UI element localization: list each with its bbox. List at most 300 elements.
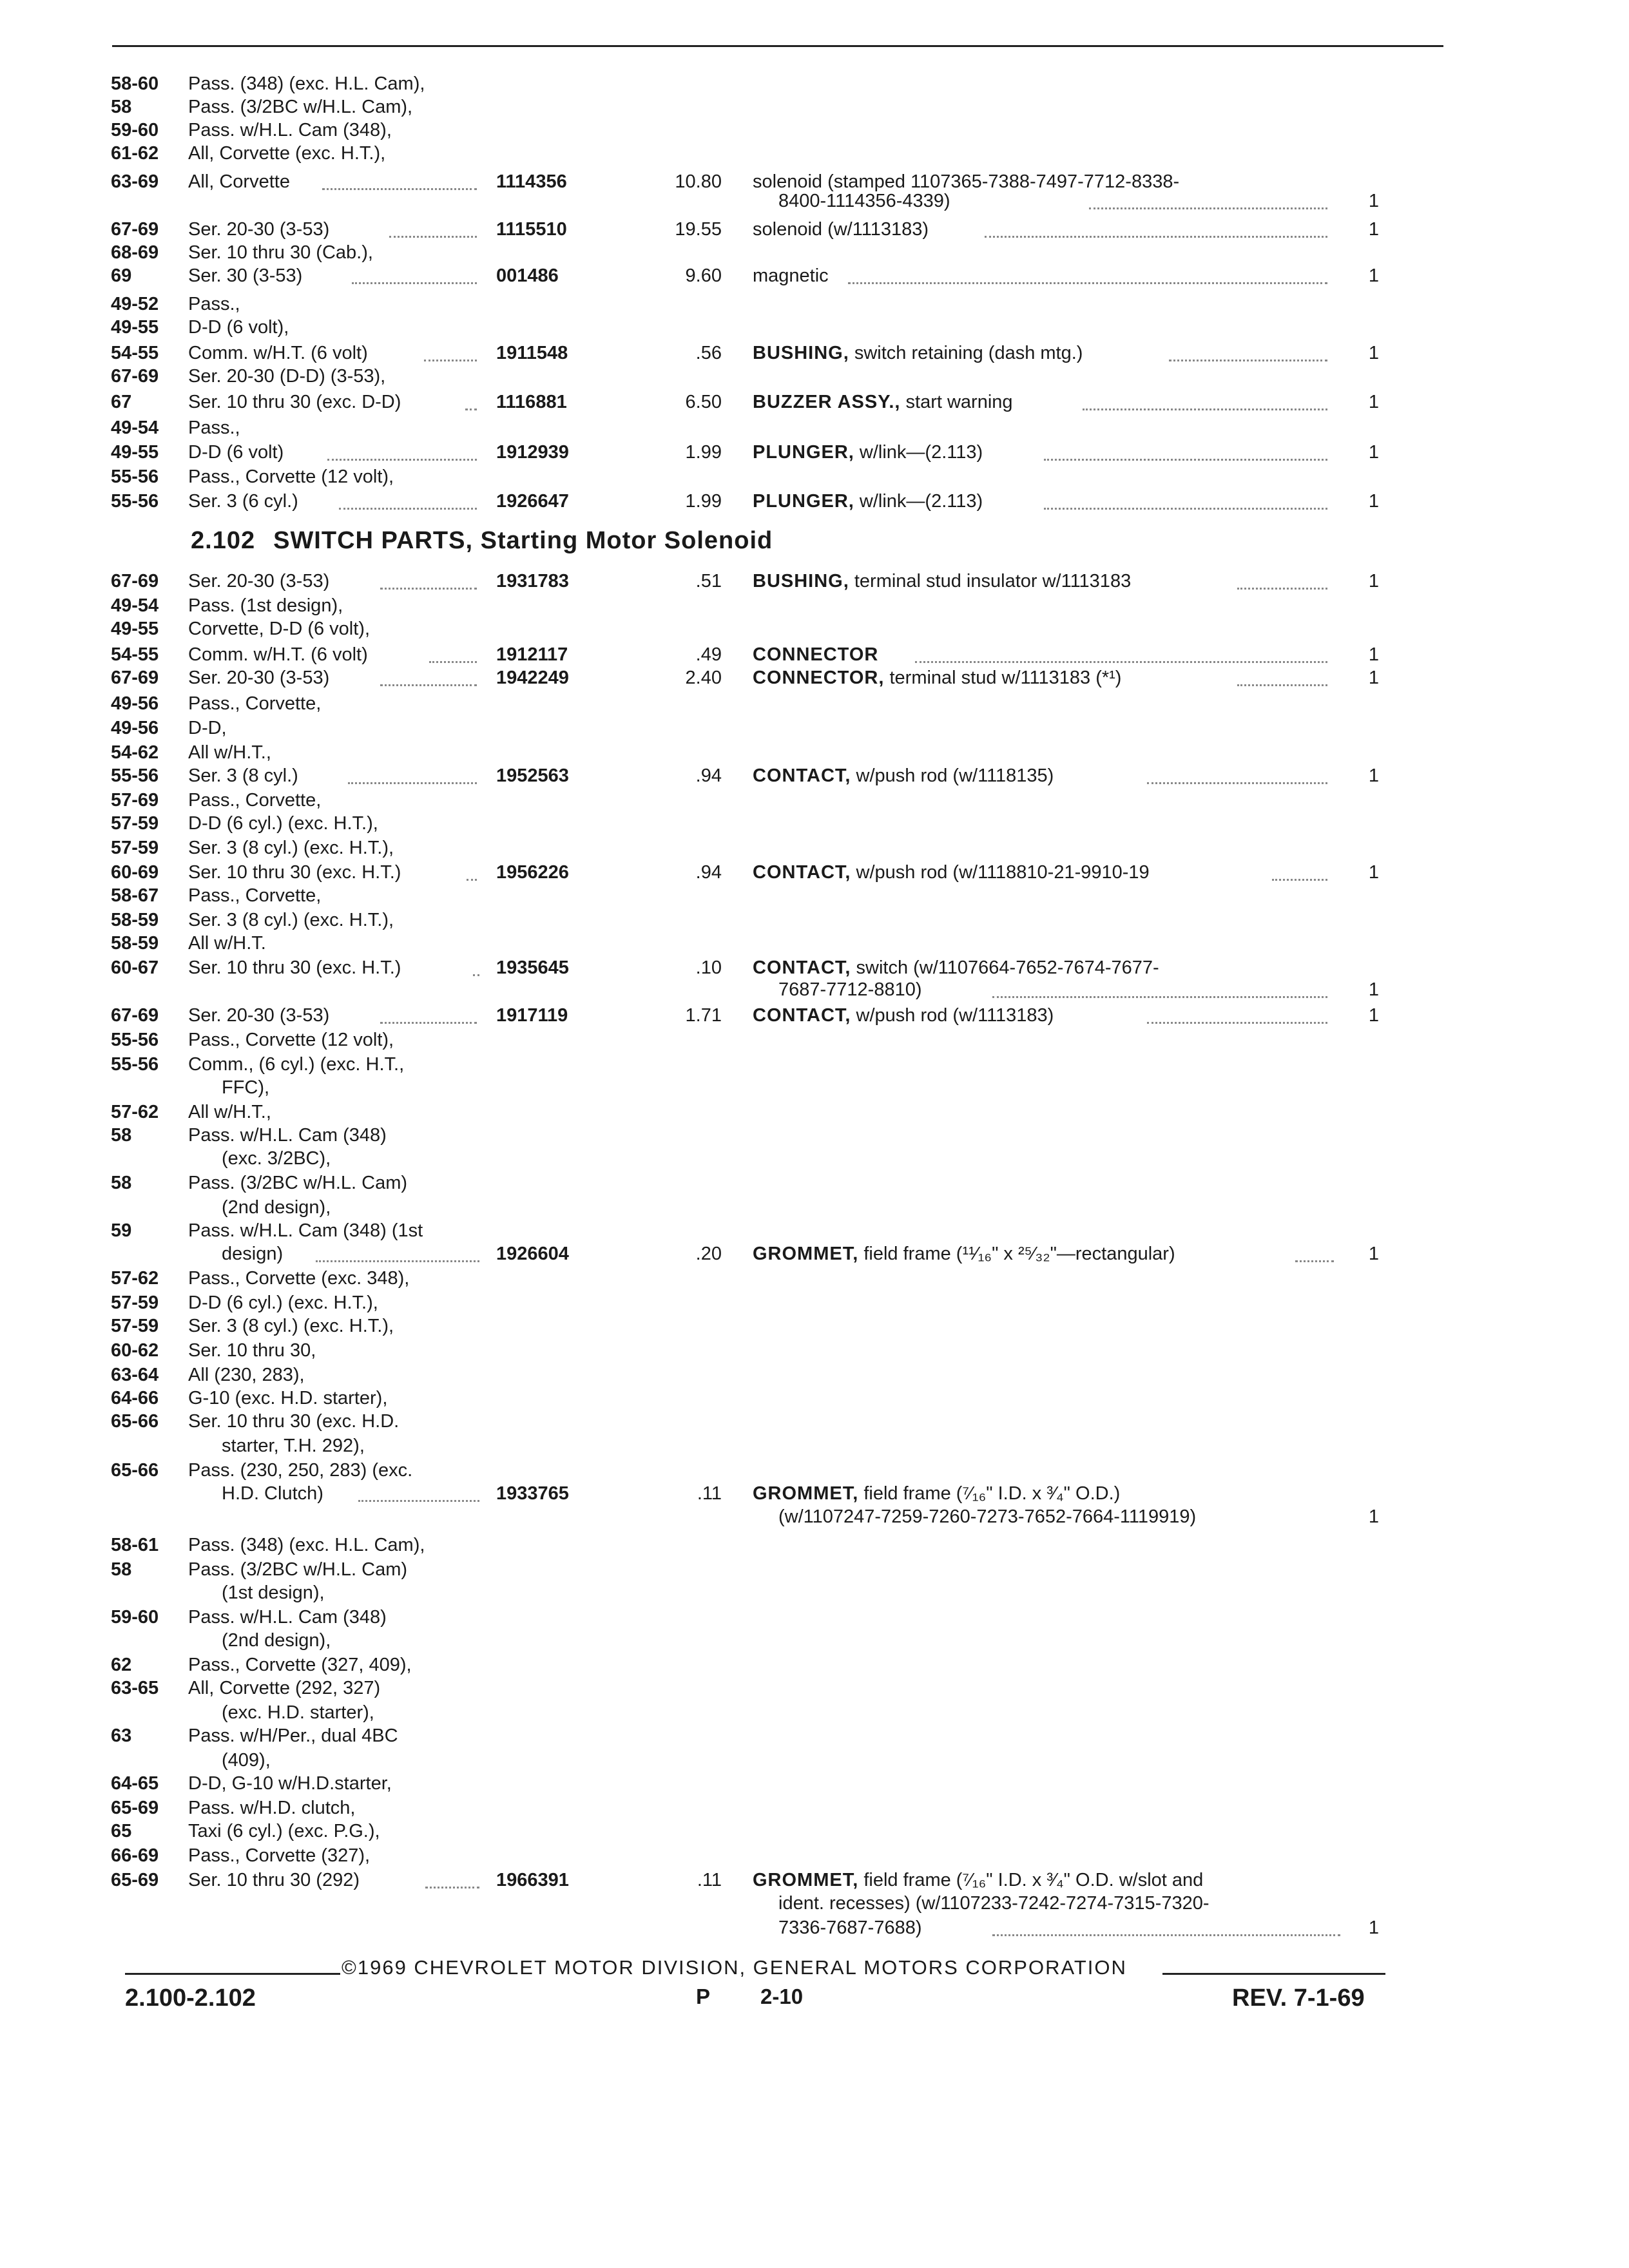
footer-copyright-line [0,1956,1629,1982]
quantity: 1 [1368,862,1379,883]
part-description [753,666,1121,689]
application: D-D (6 volt), [188,317,289,338]
application: Pass. w/H.L. Cam (348) (1st [188,1220,423,1241]
list-item [0,1100,1629,1124]
model-years: 65-66 [111,1411,159,1432]
part-description [753,570,1131,593]
model-years: 67-69 [111,668,159,688]
leader-dots [327,436,477,461]
list-item [0,1291,1629,1314]
model-years: 57-62 [111,1268,159,1289]
leader-dots [1169,336,1327,361]
model-years: 65-69 [111,1870,159,1890]
leader-dots [1044,485,1327,510]
application: Taxi (6 cyl.) (exc. P.G.), [188,1821,380,1841]
application: All, Corvette (292, 327) [188,1678,381,1698]
leader-dots [992,1911,1340,1936]
application: Ser. 3 (8 cyl.) (exc. H.T.), [188,838,394,858]
quantity: 1 [1368,979,1379,1000]
application-continued: (exc. 3/2BC), [222,1148,331,1169]
part-number: 1956226 [496,862,569,883]
list-item [0,1053,1629,1076]
description-text: w/link—(2.113) [859,442,983,463]
description-text: start warning [905,392,1013,412]
footer-revision: REV. 7-1-69 [1232,1984,1365,2012]
part-description [753,490,983,513]
list-item [0,836,1629,860]
part-description [753,764,1054,787]
price: .20 [695,1244,722,1264]
model-years: 67-69 [111,571,159,591]
model-years: 60-62 [111,1340,159,1361]
part-name: GROMMET, [753,1483,859,1504]
part-number: 1952563 [496,765,569,786]
quantity: 1 [1368,265,1379,286]
description-text: switch retaining (dash mtg.) [854,343,1083,363]
list-item [0,1796,1629,1820]
model-years: 65-66 [111,1460,159,1481]
application: Pass. (3/2BC w/H.L. Cam), [188,97,413,117]
leader-dots [1083,385,1327,410]
part-description [753,390,1013,414]
description-continued: 7336-7687-7688) [778,1917,922,1938]
leader-dots [467,856,477,881]
list-item [0,1749,1629,1772]
quantity: 1 [1368,668,1379,688]
quantity: 1 [1368,343,1379,363]
model-years: 65-69 [111,1798,159,1818]
model-years: 49-55 [111,442,159,463]
list-item [0,908,1629,932]
model-years: 67-69 [111,219,159,240]
part-description [753,643,878,666]
leader-dots [985,213,1327,238]
part-name: CONTACT, [753,862,851,883]
application: Pass., Corvette (327), [188,1845,371,1866]
model-years: 54-55 [111,644,159,665]
model-years: 59-60 [111,120,159,140]
model-years: 58 [111,1173,132,1193]
price: .49 [695,644,722,665]
leader-dots [380,999,477,1024]
list-item [0,812,1629,835]
leader-dots [352,259,477,284]
section-title [191,527,791,555]
model-years: 64-65 [111,1773,159,1794]
quantity: 1 [1368,765,1379,786]
part-description [753,861,1150,884]
quantity: 1 [1368,392,1379,412]
leader-dots [380,661,477,686]
list-item [0,1219,1629,1242]
leader-dots [322,165,477,190]
part-number: 1917119 [496,1005,568,1026]
price: 9.60 [685,265,722,286]
application: Ser. 10 thru 30, [188,1340,316,1361]
part-number: 1942249 [496,668,569,688]
list-item [0,861,1629,884]
leader-dots [1295,1237,1334,1262]
model-years: 69 [111,265,132,286]
price: .51 [695,571,722,591]
description-text: switch (w/1107664-7652-7674-7677- [856,957,1159,978]
part-number: 1115510 [496,219,567,240]
description-text: w/push rod (w/1118810-21-9910-19 [856,862,1150,883]
description-text: solenoid (w/1113183) [753,219,929,240]
description-text: magnetic [753,265,829,286]
list-item [0,441,1629,464]
application: Comm. w/H.T. (6 volt) [188,343,368,363]
top-rule [112,45,1443,47]
leader-dots [915,638,1327,663]
list-item [0,1387,1629,1410]
list-item [0,1410,1629,1433]
model-years: 58-59 [111,910,159,930]
application: Pass. (1st design), [188,595,343,616]
model-years: 49-55 [111,317,159,338]
model-years: 58-60 [111,73,159,94]
price: .56 [695,343,722,363]
model-years: 57-59 [111,1293,159,1313]
application: Ser. 10 thru 30 (292) [188,1870,360,1890]
model-years: 54-62 [111,742,159,763]
list-item [0,1677,1629,1700]
list-item [0,978,1629,1001]
footer-page-number: 2-10 [760,1984,804,2008]
list-item [0,1363,1629,1387]
footer-rule-right [1162,1973,1385,1975]
description-text: w/link—(2.113) [859,491,983,512]
list-item [0,1892,1629,1915]
application: Pass., Corvette, [188,790,322,811]
model-years: 62 [111,1655,132,1675]
leader-dots [848,259,1327,284]
application: Ser. 20-30 (3-53) [188,571,330,591]
model-years: 60-69 [111,862,159,883]
list-item [0,1724,1629,1747]
model-years: 55-56 [111,466,159,487]
quantity: 1 [1368,644,1379,665]
application: Pass., Corvette (12 volt), [188,1030,394,1050]
model-years: 54-55 [111,343,159,363]
description-continued: ident. recesses) (w/1107233-7242-7274-7315-7320- [778,1893,1210,1914]
model-years: 55-56 [111,765,159,786]
model-years: 67-69 [111,1005,159,1026]
application: Pass., Corvette (327, 409), [188,1655,412,1675]
list-item [0,1844,1629,1867]
application: Ser. 10 thru 30 (exc. D-D) [188,392,401,412]
description-text: w/push rod (w/1118135) [856,765,1054,786]
application: D-D, [188,718,227,738]
part-description [753,264,829,287]
model-years: 57-59 [111,838,159,858]
application: D-D (6 volt) [188,442,284,463]
application-continued: (409), [222,1750,271,1771]
application: Pass. (230, 250, 283) (exc. [188,1460,413,1481]
application: D-D (6 cyl.) (exc. H.T.), [188,1293,378,1313]
list-item [0,1314,1629,1338]
application: D-D (6 cyl.) (exc. H.T.), [188,813,378,834]
application: Ser. 20-30 (D-D) (3-53), [188,366,386,387]
model-years: 66-69 [111,1845,159,1866]
model-years: 58-61 [111,1535,159,1555]
part-number: 1933765 [496,1483,569,1504]
list-item [0,570,1629,593]
price: .10 [695,957,722,978]
application: Pass., [188,294,240,314]
part-number: 1912939 [496,442,569,463]
footer-rule-left [125,1973,340,1975]
price: 10.80 [675,171,722,192]
part-description [753,218,929,241]
list-item [0,741,1629,764]
description-continued: (w/1107247-7259-7260-7273-7652-7664-1119919) [778,1506,1197,1527]
model-years: 49-54 [111,595,159,616]
quantity: 1 [1368,1244,1379,1264]
application: Ser. 3 (6 cyl.) [188,491,298,512]
list-item [0,293,1629,316]
leader-dots [425,1863,479,1888]
description-text: terminal stud w/1113183 (*¹) [889,668,1122,688]
model-years: 58-59 [111,933,159,954]
list-item [0,1339,1629,1362]
model-years: 55-56 [111,1030,159,1050]
application: Ser. 20-30 (3-53) [188,219,330,240]
list-item [0,1653,1629,1677]
list-item [0,1482,1629,1505]
application: Pass., Corvette (exc. 348), [188,1268,410,1289]
description-continued: 8400-1114356-4339) [778,191,950,211]
list-item [0,142,1629,165]
application: Ser. 10 thru 30 (exc. H.T.) [188,957,401,978]
application: Comm. w/H.T. (6 volt) [188,644,368,665]
model-years: 49-56 [111,718,159,738]
price: 2.40 [685,668,722,688]
model-years: 67-69 [111,366,159,387]
part-name: PLUNGER, [753,491,854,512]
application-continued: (2nd design), [222,1630,331,1651]
part-description [753,1482,1120,1505]
price: 1.99 [685,491,722,512]
list-item [0,932,1629,955]
application: All, Corvette (exc. H.T.), [188,143,386,164]
model-years: 58 [111,1559,132,1580]
application: Pass., Corvette, [188,693,322,714]
list-item [0,1701,1629,1724]
part-name: CONTACT, [753,765,851,786]
part-name: BUSHING, [753,571,849,591]
list-item [0,1916,1629,1939]
list-item [0,617,1629,640]
price: 1.99 [685,442,722,463]
application: Pass. w/H/Per., dual 4BC [188,1725,398,1746]
quantity: 1 [1368,491,1379,512]
application: Pass., [188,418,240,438]
list-item [0,1505,1629,1528]
leader-dots [1272,856,1327,881]
list-item [0,594,1629,617]
part-name: GROMMET, [753,1244,859,1264]
list-item [0,1004,1629,1027]
leader-dots [348,759,477,784]
price: .11 [697,1870,722,1890]
application: Pass., Corvette, [188,885,322,906]
leader-dots [1147,999,1327,1024]
list-item [0,764,1629,787]
part-number: 001486 [496,265,559,286]
part-number: 1116881 [496,392,567,412]
model-years: 61-62 [111,143,159,164]
application: Pass. (348) (exc. H.L. Cam), [188,73,425,94]
application: All w/H.T., [188,742,271,763]
part-number: 1966391 [496,1870,569,1890]
application: Ser. 10 thru 30 (Cab.), [188,242,373,263]
application: Pass. w/H.L. Cam (348), [188,120,392,140]
model-years: 49-54 [111,418,159,438]
part-number: 1911548 [496,343,568,363]
part-name: BUSHING, [753,343,849,363]
list-item [0,956,1629,979]
list-item [0,1606,1629,1629]
description-text: field frame (⁷⁄₁₆" I.D. x ³⁄₄" O.D.) [863,1483,1121,1504]
list-item [0,643,1629,666]
part-number: 1935645 [496,957,569,978]
description-text: field frame (¹¹⁄₁₆" x ²⁵⁄₃₂"—rectangular) [863,1244,1175,1264]
leader-dots [1147,759,1327,784]
model-years: 58 [111,97,132,117]
price: .11 [697,1483,722,1504]
model-years: 49-55 [111,619,159,639]
leader-dots [1237,661,1327,686]
model-years: 65 [111,1821,132,1841]
model-years: 68-69 [111,242,159,263]
description-text: solenoid (stamped 1107365-7388-7497-7712-8338- [753,171,1180,192]
model-years: 55-56 [111,491,159,512]
model-years: 58-67 [111,885,159,906]
list-item [0,316,1629,339]
application-continued: H.D. Clutch) [222,1483,323,1504]
footer-page-letter: P [696,1984,711,2008]
list-item [0,241,1629,264]
application-continued: (1st design), [222,1582,325,1603]
leader-dots [358,1477,479,1502]
list-item [0,1196,1629,1219]
model-years: 63 [111,1725,132,1746]
application: Pass., Corvette (12 volt), [188,466,394,487]
part-description [753,1004,1054,1027]
leader-dots [1044,436,1327,461]
part-name: BUZZER ASSY., [753,392,901,412]
part-number: 1114356 [496,171,567,192]
list-item [0,1076,1629,1099]
application: Ser. 10 thru 30 (exc. H.D. [188,1411,400,1432]
model-years: 57-69 [111,790,159,811]
application-continued: starter, T.H. 292), [222,1436,365,1456]
list-item [0,119,1629,142]
price: .94 [695,862,722,883]
list-item [0,1242,1629,1265]
leader-dots [424,336,477,361]
model-years: 55-56 [111,1054,159,1075]
quantity: 1 [1368,1506,1379,1527]
list-item [0,692,1629,715]
list-item [0,264,1629,287]
application: All w/H.T. [188,933,266,954]
footer-section-range: 2.100-2.102 [125,1984,256,2012]
application: Ser. 30 (3-53) [188,265,303,286]
list-item [0,341,1629,365]
part-name: CONTACT, [753,957,851,978]
list-item [0,1558,1629,1581]
list-item [0,1434,1629,1457]
list-item [0,1147,1629,1170]
list-item [0,416,1629,439]
model-years: 59 [111,1220,132,1241]
part-name: PLUNGER, [753,442,854,463]
application: Ser. 3 (8 cyl.) (exc. H.T.), [188,910,394,930]
application: Ser. 10 thru 30 (exc. H.T.) [188,862,401,883]
list-item [0,716,1629,740]
application: Pass. (3/2BC w/H.L. Cam) [188,1173,408,1193]
application: G-10 (exc. H.D. starter), [188,1388,388,1408]
list-item [0,1028,1629,1052]
part-name: CONTACT, [753,1005,851,1026]
leader-dots [992,973,1327,998]
quantity: 1 [1368,1917,1379,1938]
application-continued: FFC), [222,1077,270,1098]
application: Pass. w/H.D. clutch, [188,1798,356,1818]
model-years: 57-59 [111,813,159,834]
list-item [0,1581,1629,1604]
leader-dots [389,213,477,238]
part-description [753,441,983,464]
part-name: GROMMET, [753,1870,859,1890]
description-text: w/push rod (w/1113183) [856,1005,1054,1026]
price: 1.71 [685,1005,722,1026]
price: 6.50 [685,392,722,412]
list-item [0,1124,1629,1147]
leader-dots [473,951,479,976]
quantity: 1 [1368,571,1379,591]
leader-dots [429,638,477,663]
application: All, Corvette [188,171,290,192]
description-text: field frame (⁷⁄₁₆" I.D. x ³⁄₄" O.D. w/slot and [863,1870,1204,1890]
quantity: 1 [1368,442,1379,463]
list-item [0,189,1629,213]
description-continued: 7687-7712-8810) [778,979,922,1000]
application-continued: (exc. H.D. starter), [222,1702,374,1723]
part-number: 1912117 [496,644,568,665]
leader-dots [1089,184,1327,209]
list-item [0,1629,1629,1652]
list-item [0,1533,1629,1557]
leader-dots [339,485,477,510]
price: .94 [695,765,722,786]
copyright-text: ©1969 CHEVROLET MOTOR DIVISION, GENERAL MOTORS CORPORATION [342,1956,1127,1979]
application: Ser. 20-30 (3-53) [188,668,330,688]
part-number: 1931783 [496,571,569,591]
quantity: 1 [1368,191,1379,211]
list-item [0,1869,1629,1892]
application: Ser. 20-30 (3-53) [188,1005,330,1026]
application: All (230, 283), [188,1365,305,1385]
model-years: 58 [111,1125,132,1146]
application-continued: design) [222,1244,284,1264]
list-item [0,1267,1629,1290]
application-continued: (2nd design), [222,1197,331,1218]
part-description [753,1869,1203,1892]
part-description [753,1242,1175,1265]
